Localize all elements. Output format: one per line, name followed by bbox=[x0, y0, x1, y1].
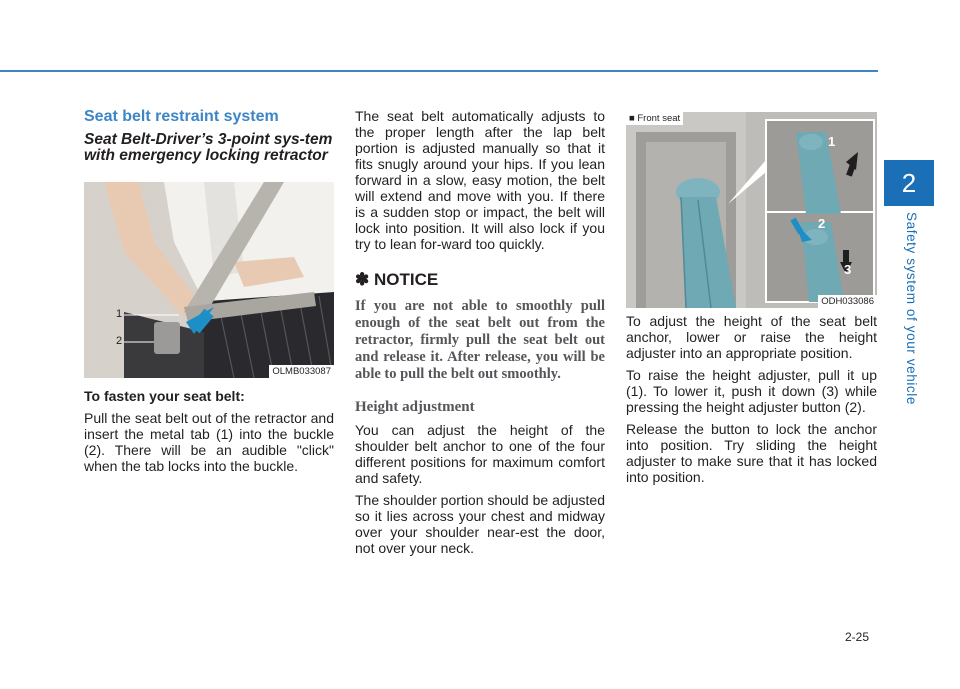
subsection-heading: Seat Belt-Driver’s 3-point sys-tem with emergency locking retractor bbox=[84, 131, 333, 164]
figure-code: ODH033086 bbox=[818, 295, 877, 308]
adjust-text-2: To raise the height adjuster, pull it up (1). To lower it, push it down (3) while pressing the height adjuster button (2). bbox=[626, 367, 877, 415]
height-adjustment-heading: Height adjustment bbox=[355, 399, 475, 415]
height-adjuster-illustration bbox=[626, 112, 877, 308]
header-rule bbox=[0, 70, 878, 72]
chapter-tab[interactable] bbox=[884, 160, 934, 206]
adjust-text-3: Release the button to lock the anchor into position. Try sliding the height adjuster to make sure that it has locked into position. bbox=[626, 421, 877, 485]
height-adjustment-text-1: You can adjust the height of the shoulder belt anchor to one of the four different positions for maximum comfort and safety. bbox=[355, 422, 605, 486]
callout-3: 3 bbox=[844, 262, 852, 277]
figure-code: OLMB033087 bbox=[269, 365, 334, 378]
figure-fasten-belt bbox=[84, 182, 334, 378]
fasten-heading: To fasten your seat belt: bbox=[84, 388, 245, 404]
adjust-text-1: To adjust the height of the seat belt anchor, lower or raise the height adjuster into an appropriate position. bbox=[626, 313, 877, 361]
column-middle bbox=[355, 108, 605, 562]
fasten-belt-illustration bbox=[84, 182, 334, 378]
section-heading: Seat belt restraint system bbox=[84, 108, 279, 125]
height-adjustment-text-2: The shoulder portion should be adjusted so it lies across your chest and midway over your shoulder near-est the door, not over your neck. bbox=[355, 492, 605, 556]
section-title-vertical: Safety system of your vehicle bbox=[904, 212, 919, 405]
figure-height-adjuster bbox=[626, 112, 877, 308]
notice-text: If you are not able to smoothly pull enough of the seat belt out from the retractor, firmly pull the seat belt out and release it. After release, you will be able to pull the belt out smoothly. bbox=[355, 298, 605, 382]
front-seat-label: ■ Front seat bbox=[626, 112, 683, 125]
callout-2: 2 bbox=[818, 216, 826, 231]
notice-title: ✽ NOTICE bbox=[355, 270, 439, 289]
fasten-text: Pull the seat belt out of the retractor and insert the metal tab (1) into the buckle (2). There will be an audible "click" when the tab locks into the buckle. bbox=[84, 410, 334, 474]
callout-1: 1 bbox=[116, 308, 123, 320]
chapter-number: 2 bbox=[901, 168, 917, 198]
callout-2: 2 bbox=[116, 335, 123, 347]
auto-adjust-text: The seat belt automatically adjusts to the proper length after the lap belt portion is adjusted manually so that it fits snugly around your hips. If you lean forward in a slow, easy motion, the belt will extend and move with you. If there is a sudden stop or impact, the belt will lock into position. It will also lock if you try to lean for-ward too quickly. bbox=[355, 108, 605, 252]
page-number: 2-25 bbox=[845, 630, 870, 644]
callout-1: 1 bbox=[828, 134, 836, 149]
column-left bbox=[84, 108, 334, 480]
column-right bbox=[626, 313, 877, 491]
